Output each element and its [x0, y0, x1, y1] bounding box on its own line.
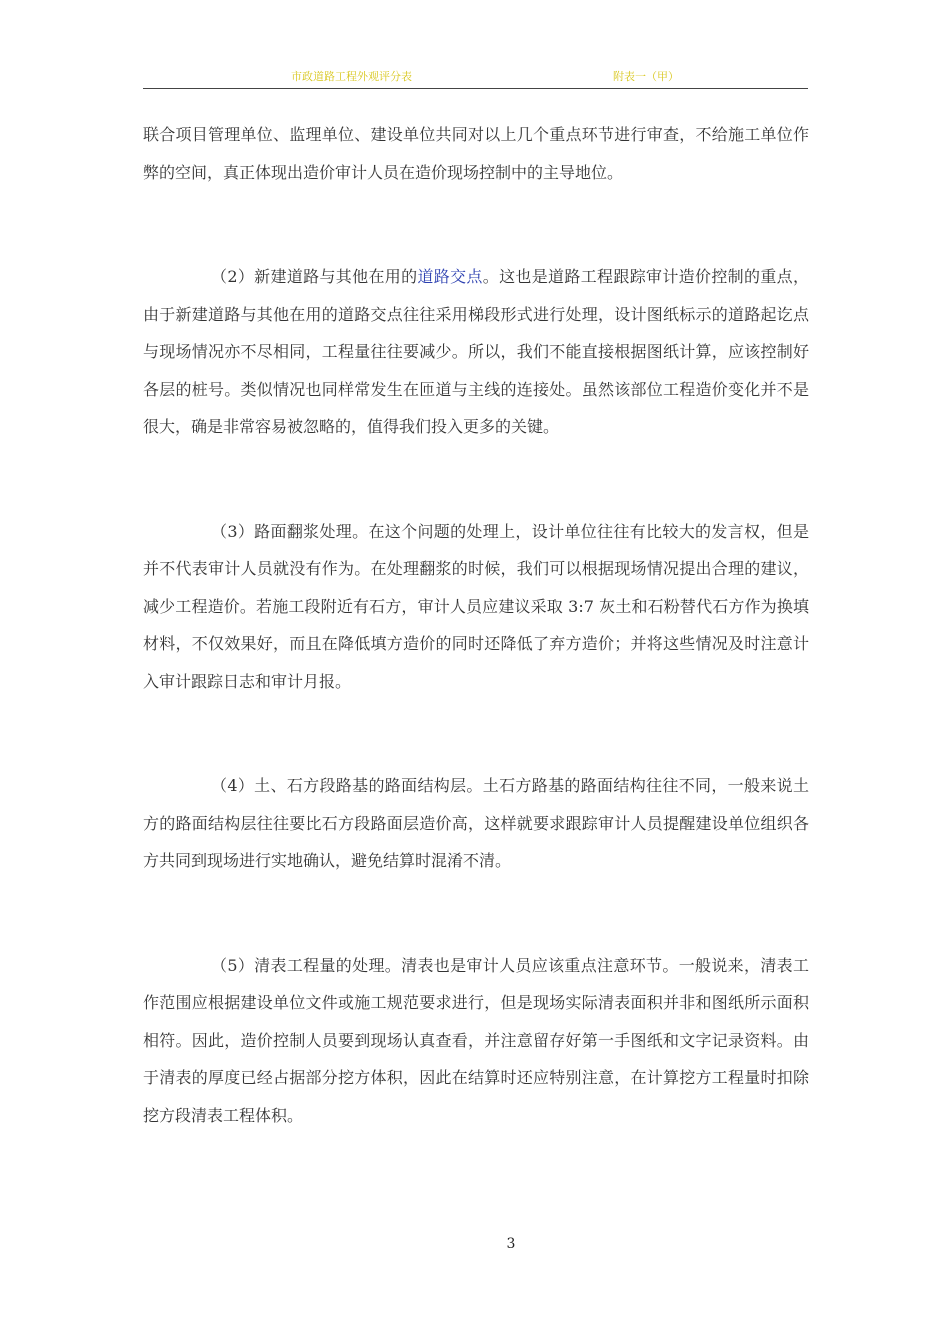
page-header	[143, 62, 808, 89]
header-title: 市政道路工程外观评分表	[291, 70, 412, 83]
road-intersection-link[interactable]: 道路交点	[417, 267, 483, 286]
header-annex-label: 附表一（甲）	[613, 70, 679, 83]
paragraph-road-intersection	[143, 258, 809, 446]
document-body	[143, 116, 809, 1134]
page-number: 3	[506, 1236, 516, 1252]
paragraph-continuation: 联合项目管理单位、监理单位、建设单位共同对以上几个重点环节进行审查，不给施工单位作弊的空间，真正体现出造价审计人员在造价现场控制中的主导地位。	[143, 125, 809, 182]
paragraph-subgrade-structure: （4）土、石方段路基的路面结构层。土石方路基的路面结构往往不同，一般来说土方的路面结构层往往要比石方段路面层造价高，这样就要求跟踪审计人员提醒建设单位组织各方共同到现场进行实地确认，避免结算时混淆不清。	[143, 776, 809, 870]
paragraph-text: （2）新建道路与其他在用的	[211, 267, 418, 286]
paragraph-text: 。这也是道路工程跟踪审计造价控制的重点，由于新建道路与其他在用的道路交点往往采用梯段形式进行处理，设计图纸标示的道路起讫点与现场情况亦不尽相同，工程量往往要减少。所以，我们不能直接根据图纸计算，应该控制好各层的桩号。类似情况也同样常发生在匝道与主线的连接处。虽然该部位工程造价变化并不是很大，确是非常容易被忽略的，值得我们投入更多的关键。	[143, 267, 809, 436]
paragraph-clearing-quantity: （5）清表工程量的处理。清表也是审计人员应该重点注意环节。一般说来，清表工作范围应根据建设单位文件或施工规范要求进行，但是现场实际清表面积并非和图纸所示面积相符。因此，造价控制人员要到现场认真查看，并注意留存好第一手图纸和文字记录资料。由于清表的厚度已经占据部分挖方体积，因此在结算时还应特别注意，在计算挖方工程量时扣除挖方段清表工程体积。	[143, 955, 809, 1125]
paragraph-pavement-treatment: （3）路面翻浆处理。在这个问题的处理上，设计单位往往有比较大的发言权，但是并不代表审计人员就没有作为。在处理翻浆的时候，我们可以根据现场情况提出合理的建议，减少工程造价。若施工段附近有石方，审计人员应建议采取 3:7 灰土和石粉替代石方作为换填材料，不仅效果好，而且在降低填方造价的同时还降低了弃方造价；并将这些情况及时注意计入审计跟踪日志和审计月报。	[143, 521, 809, 691]
